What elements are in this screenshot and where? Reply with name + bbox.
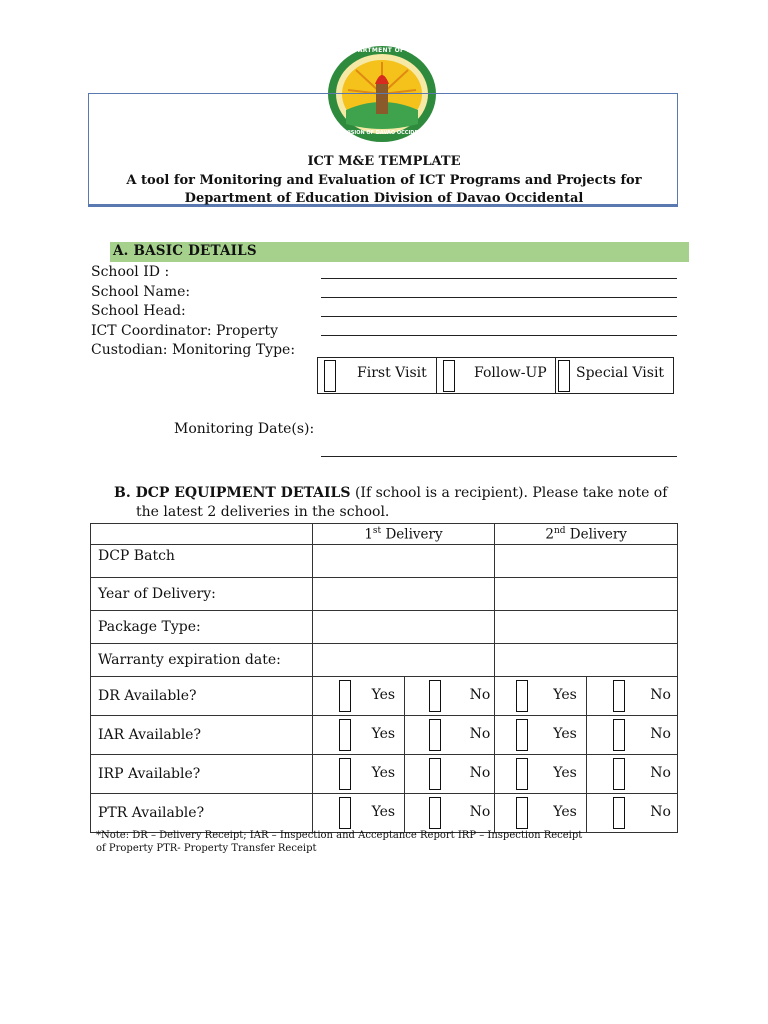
no-checkbox[interactable] <box>429 680 441 712</box>
second-delivery-options <box>495 755 678 794</box>
table-row <box>91 545 678 578</box>
second-delivery-options <box>495 794 678 833</box>
no-label: No <box>650 726 671 742</box>
row-label: DCP Batch <box>91 545 313 578</box>
special-visit-label: Special Visit <box>576 365 665 381</box>
first-delivery-num: 1 <box>364 526 373 543</box>
ict-coordinator-field[interactable] <box>321 335 677 336</box>
yes-label: Yes <box>553 687 577 703</box>
cell-divider <box>404 794 405 832</box>
first-delivery-cell[interactable] <box>312 611 495 644</box>
table-header-blank <box>91 524 313 545</box>
dcp-equipment-table <box>90 523 678 833</box>
yes-label: Yes <box>553 726 577 742</box>
no-checkbox[interactable] <box>613 719 625 751</box>
yes-checkbox[interactable] <box>339 797 351 829</box>
no-checkbox[interactable] <box>429 719 441 751</box>
second-delivery-options <box>495 716 678 755</box>
second-delivery-sup: nd <box>553 525 566 536</box>
second-delivery-cell[interactable] <box>495 545 678 578</box>
second-delivery-header <box>495 524 678 545</box>
cell-divider <box>586 755 587 793</box>
page-title: ICT M&E TEMPLATE <box>307 154 461 169</box>
first-delivery-header <box>312 524 495 545</box>
no-label: No <box>469 687 491 703</box>
subtitle-line-2: Department of Education Division of Davao Occidental <box>184 191 584 206</box>
row-label: PTR Available? <box>91 794 313 833</box>
first-delivery-cell[interactable] <box>312 644 495 677</box>
table-row <box>91 578 678 611</box>
first-delivery-cell[interactable] <box>312 545 495 578</box>
first-delivery-options <box>312 755 495 794</box>
first-delivery-options <box>312 794 495 833</box>
no-checkbox[interactable] <box>613 797 625 829</box>
school-id-field[interactable] <box>321 278 677 279</box>
yes-label: Yes <box>371 726 396 742</box>
yes-label: Yes <box>371 765 396 781</box>
table-row <box>91 716 678 755</box>
first-delivery-options <box>312 677 495 716</box>
first-delivery-cell[interactable] <box>312 578 495 611</box>
note-line-1: *Note: DR – Delivery Receipt; IAR – Inspection and Acceptance Report IRP – Inspection Receipt <box>96 830 583 841</box>
second-delivery-cell[interactable] <box>495 644 678 677</box>
section-b-title: B. DCP EQUIPMENT DETAILS <box>114 485 351 501</box>
cell-divider <box>586 794 587 832</box>
yes-checkbox[interactable] <box>516 719 528 751</box>
no-checkbox[interactable] <box>613 680 625 712</box>
follow-up-label: Follow-UP <box>474 365 547 381</box>
follow-up-checkbox[interactable] <box>443 360 455 392</box>
note-line-2: of Property PTR- Property Transfer Receipt <box>96 843 317 854</box>
second-delivery-cell[interactable] <box>495 578 678 611</box>
yes-checkbox[interactable] <box>516 680 528 712</box>
section-b-heading <box>114 485 667 501</box>
row-label: IRP Available? <box>91 755 313 794</box>
first-visit-checkbox[interactable] <box>324 360 336 392</box>
yes-checkbox[interactable] <box>339 758 351 790</box>
cell-divider <box>586 677 587 715</box>
ict-coordinator-label: ICT Coordinator: Property <box>91 323 279 339</box>
no-label: No <box>469 726 491 742</box>
first-delivery-text: Delivery <box>381 526 443 543</box>
yes-label: Yes <box>553 765 577 781</box>
yes-label: Yes <box>553 804 577 820</box>
school-name-label: School Name: <box>91 284 191 300</box>
no-label: No <box>650 804 671 820</box>
cell-divider <box>586 716 587 754</box>
school-id-label: School ID : <box>91 264 170 280</box>
monitoring-dates-field[interactable] <box>321 456 677 457</box>
second-delivery-text: Delivery <box>565 526 627 543</box>
second-delivery-num: 2 <box>545 526 554 543</box>
yes-checkbox[interactable] <box>339 680 351 712</box>
row-label: DR Available? <box>91 677 313 716</box>
first-visit-label: First Visit <box>357 365 427 381</box>
monitoring-dates-label: Monitoring Date(s): <box>174 421 315 437</box>
header-box <box>88 93 678 207</box>
row-label: Package Type: <box>91 611 313 644</box>
yes-checkbox[interactable] <box>339 719 351 751</box>
row-label: Year of Delivery: <box>91 578 313 611</box>
section-b-subtitle-line2: the latest 2 deliveries in the school. <box>136 504 390 520</box>
yes-checkbox[interactable] <box>516 758 528 790</box>
custodian-monitoring-type-label: Custodian: Monitoring Type: <box>91 342 296 358</box>
table-row <box>91 611 678 644</box>
option-divider <box>436 357 437 394</box>
cell-divider <box>404 755 405 793</box>
no-checkbox[interactable] <box>429 797 441 829</box>
no-label: No <box>469 804 491 820</box>
no-label: No <box>650 765 671 781</box>
section-a-title: A. BASIC DETAILS <box>113 243 257 259</box>
table-row <box>91 794 678 833</box>
no-checkbox[interactable] <box>613 758 625 790</box>
cell-divider <box>404 677 405 715</box>
subtitle-line-1: A tool for Monitoring and Evaluation of ICT Programs and Projects for <box>126 173 642 188</box>
no-label: No <box>469 765 491 781</box>
table-row <box>91 644 678 677</box>
school-head-label: School Head: <box>91 303 186 319</box>
row-label: Warranty expiration date: <box>91 644 313 677</box>
yes-label: Yes <box>371 687 396 703</box>
option-divider <box>555 357 556 394</box>
table-row <box>91 677 678 716</box>
logo-ring-text-bottom: DIVISION OF DAVAO OCCIDENTAL <box>339 130 433 136</box>
row-label: IAR Available? <box>91 716 313 755</box>
second-delivery-cell[interactable] <box>495 611 678 644</box>
no-checkbox[interactable] <box>429 758 441 790</box>
second-delivery-options <box>495 677 678 716</box>
section-b-subtitle: (If school is a recipient). Please take note of <box>350 485 668 501</box>
cell-divider <box>404 716 405 754</box>
first-delivery-options <box>312 716 495 755</box>
school-head-field[interactable] <box>321 316 677 317</box>
special-visit-checkbox[interactable] <box>558 360 570 392</box>
yes-checkbox[interactable] <box>516 797 528 829</box>
table-row <box>91 755 678 794</box>
yes-label: Yes <box>371 804 396 820</box>
no-label: No <box>650 687 671 703</box>
logo-ring-text-top: DEPARTMENT OF EDUCATION <box>344 47 449 54</box>
first-delivery-sup: st <box>372 525 382 536</box>
school-name-field[interactable] <box>321 297 677 298</box>
